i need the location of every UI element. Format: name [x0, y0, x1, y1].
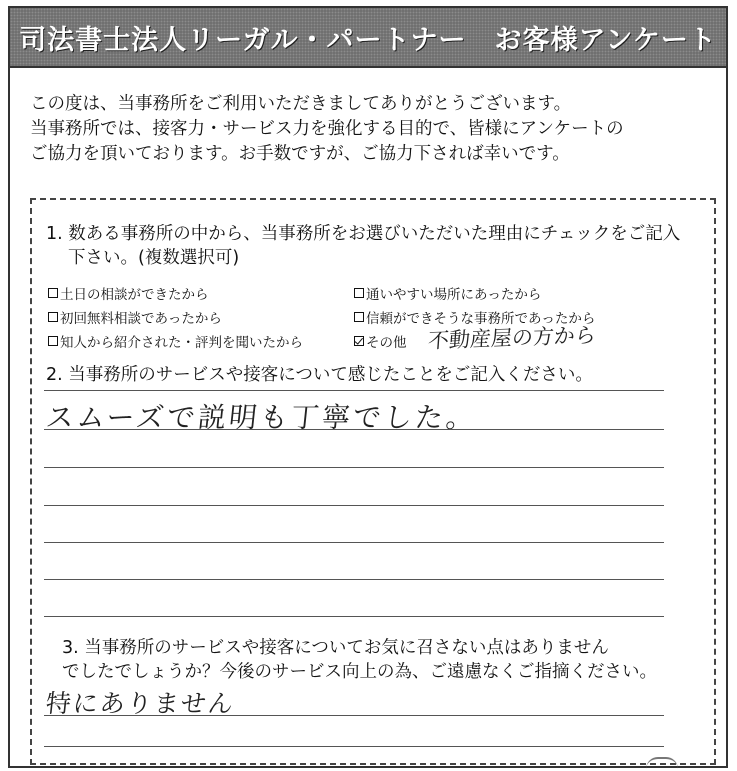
q1-option-location[interactable] — [354, 283, 541, 303]
checkbox[interactable] — [48, 312, 58, 322]
answer-line — [44, 616, 664, 617]
q2-line-1: 2. 当事務所のサービスや接客について感じたことをご記入ください。 — [46, 365, 593, 385]
option-label: その他 — [366, 335, 407, 351]
q3-line-1: 3. 当事務所のサービスや接客についてお気に召さない点はありません — [62, 638, 609, 658]
option-label: 初回無料相談であったから — [60, 311, 222, 327]
checkbox[interactable] — [48, 336, 58, 346]
answer-line — [44, 429, 664, 430]
survey-title: 司法書士法人リーガル・パートナー お客様アンケート — [10, 8, 726, 68]
option-label: 通いやすい場所にあったから — [366, 287, 542, 303]
q1-line-2: 下さい。(複数選択可) — [68, 248, 240, 268]
questions-box — [30, 198, 716, 765]
option-label: 信頼ができそうな事務所であったから — [366, 311, 596, 327]
intro-line-1: この度は、当事務所をご利用いただきましてありがとうございます。 — [30, 94, 572, 114]
answer-line — [44, 746, 664, 747]
answer-line — [44, 390, 664, 391]
intro-line-3: ご協力を頂いております。お手数ですが、ご協力下されば幸いです。 — [30, 144, 570, 164]
answer-line — [44, 467, 664, 468]
q1-option-free-consult[interactable] — [48, 307, 222, 327]
intro-text — [30, 92, 710, 167]
survey-sheet — [8, 6, 728, 768]
q3-handwritten-answer: 特にありません — [44, 689, 237, 718]
q1-option-other[interactable] — [354, 331, 407, 351]
option-label: 知人から紹介された・評判を聞いたから — [60, 335, 303, 351]
q1-other-handwritten: 不動産屋の方から — [427, 323, 597, 353]
checkbox-checked[interactable] — [354, 336, 364, 346]
q1-line-1: 1. 数ある事務所の中から、当事務所をお選びいただいた理由にチェックをご記入 — [46, 224, 681, 244]
checkbox[interactable] — [354, 312, 364, 322]
q2-handwritten-answer: スムーズで説明も丁寧でした。 — [44, 401, 479, 434]
stamp-mark — [646, 757, 678, 769]
intro-line-2: 当事務所では、接客力・サービス力を強化する目的で、皆様にアンケートの — [30, 119, 624, 139]
checkbox[interactable] — [354, 288, 364, 298]
answer-line — [44, 579, 664, 580]
q1-option-weekend[interactable] — [48, 283, 209, 303]
checkbox[interactable] — [48, 288, 58, 298]
option-label: 土日の相談ができたから — [60, 287, 209, 303]
answer-line — [44, 715, 664, 716]
answer-line — [44, 542, 664, 543]
q1-option-referral[interactable] — [48, 331, 303, 351]
answer-line — [44, 505, 664, 506]
q3-line-2: でしたでしょうか？今後のサービス向上の為、ご遠慮なくご指摘ください。 — [62, 662, 657, 682]
